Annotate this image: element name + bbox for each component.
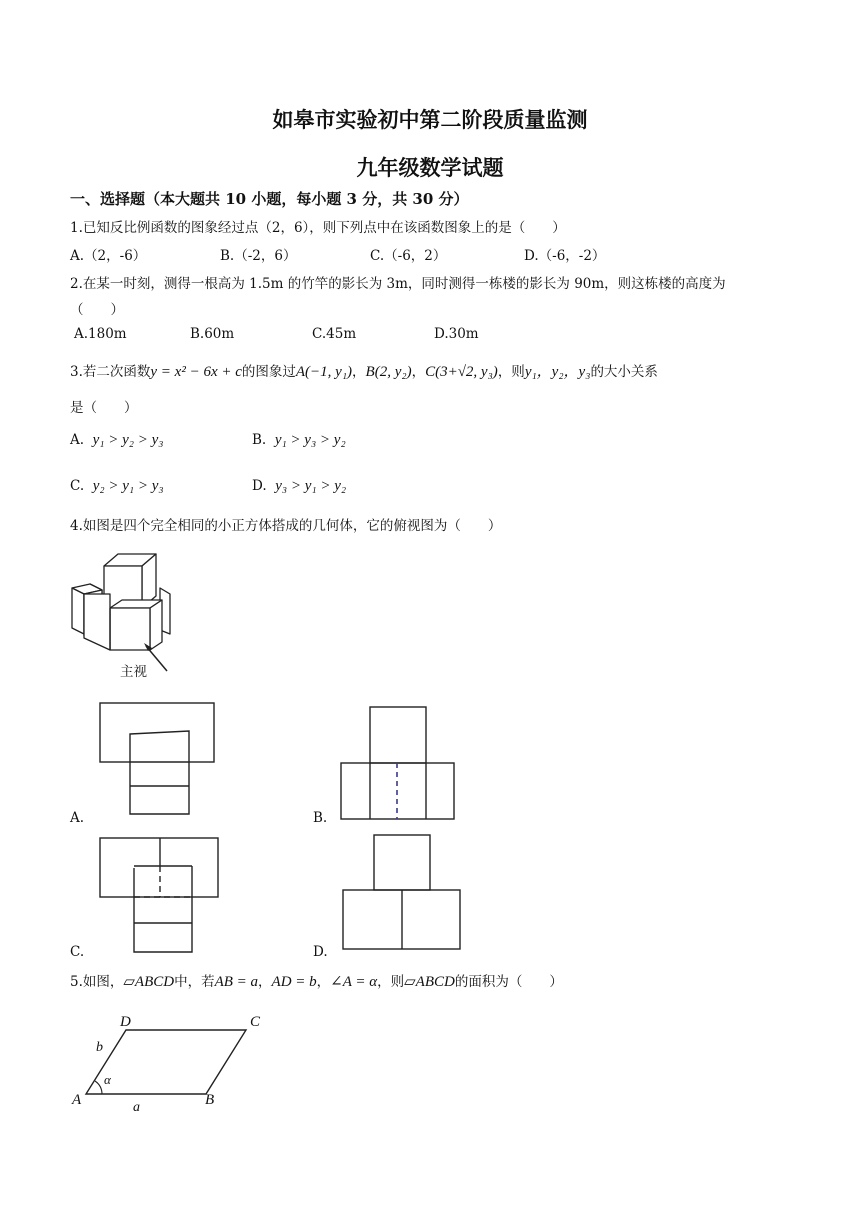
q3-vars: y₁，y₂，y₃	[524, 364, 591, 380]
side-a-label: a	[133, 1100, 140, 1115]
q3-point-a: A(−1, y₁)	[295, 364, 353, 380]
q3-option-a-expr: y₁ > y₂ > y₃	[92, 432, 164, 448]
q5-eq-ad: AD = b	[271, 974, 317, 990]
q3-option-b	[252, 432, 346, 449]
q2-option-c: C.45m	[312, 326, 357, 342]
question-4-stem: 4.如图是四个完全相同的小正方体搭成的几何体，它的俯视图为（ ）	[70, 518, 502, 534]
q3-option-d-expr: y₃ > y₁ > y₂	[275, 478, 347, 494]
q5-suffix: 的面积为（ ）	[454, 974, 563, 990]
question-2-stem: 2.在某一时刻，测得一根高为 1.5m 的竹竿的影长为 3m，同时测得一栋楼的影长为 90m，则这栋楼的高度为	[70, 276, 726, 292]
vertex-a-label: A	[72, 1092, 82, 1108]
q3-point-c: C(3+√2, y₃)	[425, 364, 498, 380]
q1-option-d: D.（-6，-2）	[524, 248, 606, 264]
q2-option-d: D.30m	[434, 326, 479, 342]
q4-option-b-figure	[340, 706, 456, 820]
q4-option-d-figure	[342, 834, 462, 950]
q5-parallelogram-2: ▱ABCD	[404, 974, 455, 990]
q3-option-c-expr: y₂ > y₁ > y₃	[92, 478, 164, 494]
q3-option-c	[70, 478, 164, 495]
question-3-stem: 3.若二次函数y = x² − 6x + c的图象过A(−1, y₁)，B(2, y₂)，C(3+√2, y₃)，则y₁，y₂，y₃的大小关系	[70, 364, 658, 380]
q3-option-b-expr: y₁ > y₃ > y₂	[274, 432, 346, 448]
side-b-label: b	[96, 1040, 103, 1055]
q3-option-d	[252, 478, 346, 495]
q3-option-a-label: A.	[70, 432, 85, 448]
section-heading: 一、选择题（本大题共 10 小题，每小题 3 分，共 30 分）	[70, 190, 469, 208]
q3-prefix: 3.若二次函数	[70, 364, 151, 380]
q3-option-a	[70, 432, 164, 449]
q1-option-c: C.（-6，2）	[370, 248, 447, 264]
q5-cond1: 中，若	[174, 974, 215, 990]
page-title: 如皋市实验初中第二阶段质量监测	[272, 107, 588, 132]
q4-option-a-figure	[98, 702, 218, 818]
q4-option-a-label: A.	[70, 810, 85, 826]
q5-eq-angle: ∠A = α	[330, 974, 378, 990]
figure-label-main-view: 主视	[120, 664, 147, 680]
q3-mid1: 的图象过	[241, 364, 296, 380]
q4-option-c-figure	[98, 836, 222, 954]
q1-option-a: A.（2，-6）	[70, 248, 147, 264]
q3-point-b: B(2, y₂)	[365, 364, 412, 380]
q3-option-d-label: D.	[252, 478, 267, 494]
q5-mid: ，则	[377, 974, 405, 990]
question-1-stem: 1.已知反比例函数的图象经过点（2，6），则下列点中在该函数图象上的是（ ）	[70, 220, 566, 236]
q3-option-b-label: B.	[252, 432, 267, 448]
vertex-b-label: B	[205, 1092, 215, 1108]
q5-prefix: 5.如图，	[70, 974, 124, 990]
question-2-stem-cont: （ ）	[70, 302, 124, 318]
q2-option-b: B.60m	[190, 326, 235, 342]
page-subtitle: 九年级数学试题	[356, 155, 504, 180]
q3-suffix: 的大小关系	[590, 364, 658, 380]
q3-mid2: ，则	[497, 364, 525, 380]
q4-option-c-label: C.	[70, 944, 85, 960]
vertex-d-label: D	[120, 1014, 131, 1030]
angle-alpha-label: α	[104, 1072, 111, 1087]
q4-option-d-label: D.	[313, 944, 328, 960]
q5-parallelogram-1: ▱ABCD	[123, 974, 175, 990]
question-3-stem-cont: 是（ ）	[70, 400, 138, 416]
q3-option-c-label: C.	[70, 478, 85, 494]
vertex-c-label: C	[250, 1014, 261, 1030]
q1-option-b: B.（-2，6）	[220, 248, 297, 264]
q5-eq-ab: AB = a	[214, 974, 259, 990]
q2-option-a: A.180m	[74, 326, 127, 342]
question-5-stem: 5.如图，▱ABCD中，若AB = a，AD = b，∠A = α，则▱ABCD的面积为（ ）	[70, 974, 563, 990]
q4-option-b-label: B.	[313, 810, 328, 826]
q3-function: y = x² − 6x + c	[150, 364, 242, 380]
